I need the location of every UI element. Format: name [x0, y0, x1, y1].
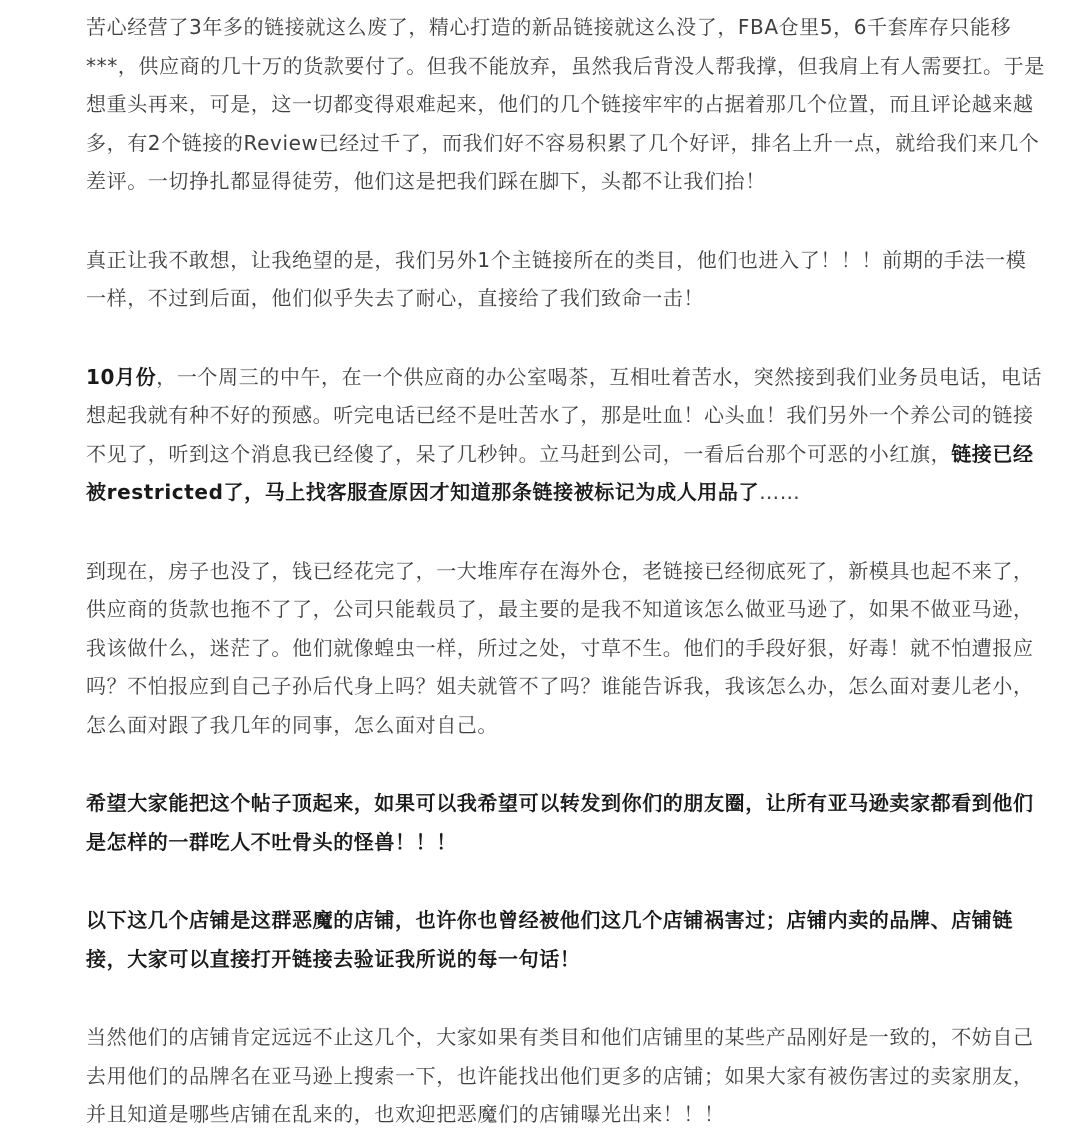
- paragraph-line: 苦心经营了3年多的链接就这么废了，精心打造的新品链接就这么没了，FBA仓里5，6千套库存只能移: [86, 15, 1012, 39]
- paragraph-line: 想重头再来，可是，这一切都变得艰难起来，他们的几个链接牢牢的占据着那几个位置，而且评论越来越: [86, 92, 1034, 116]
- paragraph-text: ……: [759, 480, 801, 504]
- paragraph-text: 不见了，听到这个消息我已经傻了，呆了几秒钟。立马赶到公司，一看后台那个可恶的小红旗，: [86, 441, 952, 466]
- paragraph-line: 接，大家可以直接打开链接去验证我所说的每一句话！: [86, 946, 581, 971]
- paragraph-line: 差评。一切挣扎都显得徒劳，他们这是把我们踩在脚下，头都不让我们抬！: [86, 169, 766, 193]
- paragraph-line: 一样，不过到后面，他们似乎失去了耐心，直接给了我们致命一击！: [86, 286, 704, 310]
- paragraph-line: [86, 473, 1064, 512]
- paragraph-line: 吗？不怕报应到自己子孙后代身上吗？姐夫就管不了吗？谁能告诉我，我该怎么办，怎么面对妻儿老小，: [86, 674, 1034, 698]
- article-body: [86, 8, 1064, 1134]
- bold-date-text: 10月份: [86, 364, 157, 389]
- paragraph-line: 我该做什么，迷茫了。他们就像蝗虫一样，所过之处，寸草不生。他们的手段好狠，好毒！就不怕遭报应: [86, 635, 1034, 660]
- paragraph-line: [86, 358, 1064, 397]
- paragraph-line: 到现在，房子也没了，钱已经花完了，一大堆库存在海外仓，老链接已经彻底死了，新模具也起不来了，: [86, 558, 1034, 583]
- paragraph-line: 怎么面对跟了我几年的同事，怎么面对自己。: [86, 712, 498, 737]
- paragraph-4: [86, 552, 1064, 745]
- paragraph-line: 想起我就有种不好的预感。听完电话已经不是吐苦水了，那是吐血！心头血！我们另外一个养公司的链接: [86, 403, 1034, 427]
- bold-emphasis-text: 被restricted了，马上找客服查原因才知道那条链接被标记为成人用品了: [86, 480, 760, 504]
- bold-emphasis-text: 链接已经: [951, 441, 1034, 466]
- paragraph-line: 当然他们的店铺肯定远远不止这几个，大家如果有类目和他们店铺里的某些产品刚好是一致的，不妨自己: [86, 1025, 1034, 1049]
- paragraph-2: [86, 241, 1064, 318]
- paragraph-line: 并且知道是哪些店铺在乱来的，也欢迎把恶魔们的店铺曝光出来！！！: [86, 1102, 725, 1126]
- paragraph-line: 去用他们的品牌名在亚马逊上搜索一下，也许能找出他们更多的店铺；如果大家有被伤害过的卖家朋友，: [86, 1063, 1034, 1088]
- paragraph-line: ***，供应商的几十万的货款要付了。但我不能放弃，虽然我后背没人帮我撑，但我肩上有人需要扛。于是: [86, 53, 1045, 78]
- paragraph-line: 以下这几个店铺是这群恶魔的店铺，也许你也曾经被他们这几个店铺祸害过；店铺内卖的品牌、店铺链: [86, 908, 1013, 932]
- paragraph-line: 真正让我不敢想，让我绝望的是，我们另外1个主链接所在的类目，他们也进入了！！！前期的手法一模: [86, 247, 1027, 272]
- paragraph-line: 是怎样的一群吃人不吐骨头的怪兽！！！: [86, 829, 457, 854]
- paragraph-line: 多，有2个链接的Review已经过千了，而我们好不容易积累了几个好评，排名上升一点，就给我们来几个: [86, 130, 1040, 155]
- paragraph-3: [86, 358, 1064, 512]
- paragraph-7: [86, 1018, 1064, 1134]
- paragraph-5: [86, 784, 1064, 861]
- paragraph-text: ，一个周三的中午，在一个供应商的办公室喝茶，互相吐着苦水，突然接到我们业务员电话，电话: [156, 364, 1043, 389]
- paragraph-line: [86, 435, 1064, 474]
- paragraph-line: 供应商的货款也拖不了了，公司只能载员了，最主要的是我不知道该怎么做亚马逊了，如果不做亚马逊，: [86, 597, 1034, 621]
- paragraph-1: [86, 8, 1064, 201]
- paragraph-line: 希望大家能把这个帖子顶起来，如果可以我希望可以转发到你们的朋友圈，让所有亚马逊卖家都看到他们: [86, 791, 1034, 815]
- paragraph-6: [86, 901, 1064, 978]
